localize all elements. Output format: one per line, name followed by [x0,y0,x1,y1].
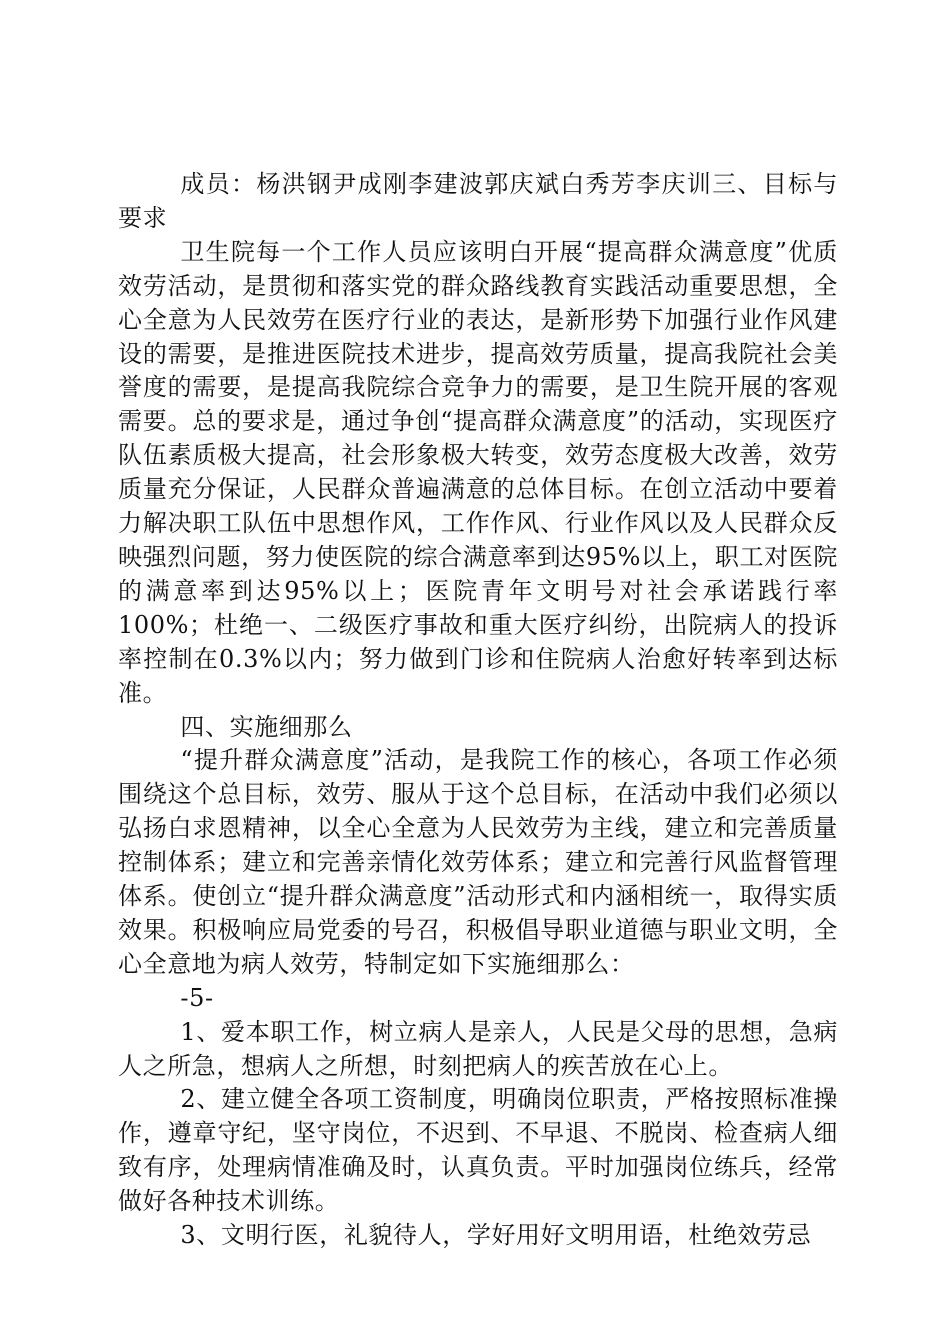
section-heading-implementation: 四、实施细那么 [180,712,353,741]
page-number: -5- [180,983,214,1012]
rule-item-3: 3、文明行医，礼貌待人，学好用好文明用语，杜绝效劳忌 [180,1221,812,1250]
rule-item-2: 2、建立健全各项工资制度，明确岗位职责，严格按照标准操作，遵章守纪，坚守岗位，不迟到、不早退、不脱岗、检查病人细致有序，处理病情准确及时，认真负责。平时加强岗位练兵，经常做好各种技术训练。 [118,1085,838,1216]
goals-paragraph: 卫生院每一个工作人员应该明白开展“提高群众满意度”优质效劳活动，是贯彻和落实党的群众路线教育实践活动重要思想，全心全意为人民效劳在医疗行业的表达，是新形势下加强行业作风建设的需要，是推进医院技术进步，提高效劳质量，提高我院社会美誉度的需要，是提高我院综合竞争力的需要，是卫生院开展的客观需要。总的要求是，通过争创“提高群众满意度”的活动，实现医疗队伍素质极大提高，社会形象极大转变，效劳态度极大改善，效劳质量充分保证，人民群众普遍满意的总体目标。在创立活动中要着力解决职工队伍中思想作风，工作作风、行业作风以及人民群众反映强烈问题，努力使医院的综合满意率到达95%以上，职工对医院的满意率到达95%以上；医院青年文明号对社会承诺践行率100%；杜绝一、二级医疗事故和重大医疗纠纷，出院病人的投诉率控制在0.3%以内；努力做到门诊和住院病人治愈好转率到达标准。 [118,237,838,707]
rule-item-1: 1、爱本职工作，树立病人是亲人，人民是父母的思想，急病人之所急，想病人之所想，时刻把病人的疾苦放在心上。 [118,1017,838,1080]
implementation-paragraph: “提升群众满意度”活动，是我院工作的核心，各项工作必须围绕这个总目标，效劳、服从于这个总目标，在活动中我们必须以弘扬白求恩精神，以全心全意为人民效劳为主线，建立和完善质量控制体系；建立和完善亲情化效劳体系；建立和完善行风监督管理体系。使创立“提升群众满意度”活动形式和内涵相统一，取得实质效果。积极响应局党委的号召，积极倡导职业道德与职业文明，全心全意地为病人效劳，特制定如下实施细那么： [118,746,838,978]
document-body [118,168,838,1253]
members-paragraph: 成员：杨洪钢尹成刚李建波郭庆斌白秀芳李庆训三、目标与要求 [118,170,838,232]
